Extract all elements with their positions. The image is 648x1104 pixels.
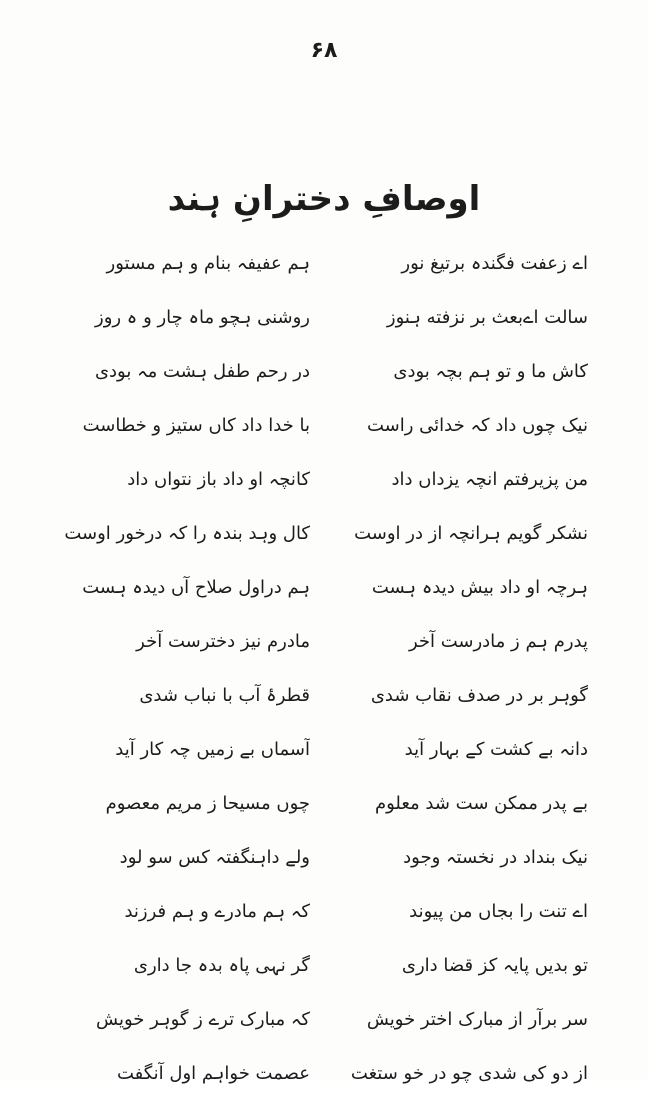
verse-first-hemistich: نشکر گویم ہرانچہ از در اوست bbox=[354, 523, 588, 544]
poem-verses bbox=[60, 240, 588, 1104]
verse-row bbox=[60, 942, 588, 996]
verse-row bbox=[60, 564, 588, 618]
verse-row bbox=[60, 672, 588, 726]
verse-row bbox=[60, 294, 588, 348]
verse-second-hemistich: قطرۂ آب با نباب شدی bbox=[139, 685, 310, 706]
verse-first-hemistich: کاش ما و تو ہم بچہ بودی bbox=[393, 361, 588, 382]
verse-second-hemistich: عصمت خواہم اول آنگفت bbox=[116, 1063, 310, 1084]
verse-second-hemistich: ہم دراول صلاح آں دیدہ ہست bbox=[82, 577, 310, 598]
verse-second-hemistich: کانچہ او داد باز نتواں داد bbox=[127, 469, 310, 490]
verse-row bbox=[60, 348, 588, 402]
verse-second-hemistich: مادرم نیز دخترست آخر bbox=[136, 631, 310, 652]
page-number: ۶۸ bbox=[310, 38, 338, 63]
verse-second-hemistich: با خدا داد کاں ستیز و خطاست bbox=[82, 415, 310, 436]
verse-first-hemistich: دانہ بے کشت کے بہار آید bbox=[404, 739, 588, 760]
verse-row bbox=[60, 888, 588, 942]
verse-second-hemistich: آسماں بے زمیں چہ کار آید bbox=[115, 739, 310, 760]
verse-second-hemistich: کہ ہم مادرے و ہم فرزند bbox=[124, 901, 310, 922]
verse-first-hemistich: تو بدیں پایہ کز قضا داری bbox=[401, 955, 588, 976]
verse-first-hemistich: نیک چوں داد کہ خدائی راست bbox=[367, 415, 588, 436]
verse-first-hemistich: سالت اےبعث بر نزفته ہنوز bbox=[386, 307, 588, 328]
verse-first-hemistich: سر برآر از مبارک اختر خویش bbox=[366, 1009, 588, 1030]
verse-second-hemistich: روشنی ہچو ماہ چار و ہ روز bbox=[95, 307, 310, 328]
verse-first-hemistich: بے پدر ممکن ست شد معلوم bbox=[374, 793, 588, 814]
verse-row bbox=[60, 402, 588, 456]
verse-row bbox=[60, 780, 588, 834]
verse-second-hemistich: چوں مسیحا ز مریم معصوم bbox=[105, 793, 310, 814]
verse-row bbox=[60, 834, 588, 888]
verse-second-hemistich: کال وہد بندہ را کہ درخور اوست bbox=[64, 523, 310, 544]
verse-row bbox=[60, 456, 588, 510]
verse-first-hemistich: گوہر بر در صدف نقاب شدی bbox=[370, 685, 588, 706]
verse-first-hemistich: اے زعفت فگندہ برتیغ نور bbox=[401, 253, 588, 274]
verse-first-hemistich: از دو کی شدی چو در خو ستغت bbox=[350, 1063, 588, 1084]
verse-second-hemistich: گر نہی پاہ بدہ جا داری bbox=[133, 955, 310, 976]
verse-first-hemistich: ہرچہ او داد بیش دیدہ ہست bbox=[371, 577, 588, 598]
verse-row bbox=[60, 726, 588, 780]
poem-title: اوصافِ دخترانِ ہند bbox=[167, 179, 481, 219]
verse-second-hemistich: ہم عفیفہ بنام و ہم مستور bbox=[106, 253, 310, 274]
verse-second-hemistich: کہ مبارک ترے ز گوہر خویش bbox=[96, 1009, 310, 1030]
verse-row bbox=[60, 510, 588, 564]
verse-first-hemistich: پدرم ہم ز مادرست آخر bbox=[408, 631, 588, 652]
verse-row bbox=[60, 1050, 588, 1104]
verse-row bbox=[60, 240, 588, 294]
verse-first-hemistich: من پزیرفتم انچہ یزداں داد bbox=[391, 469, 588, 490]
verse-second-hemistich: در رحم طفل ہشت مہ بودی bbox=[94, 361, 310, 382]
verse-second-hemistich: ولے داہنگفتہ کس سو لود bbox=[119, 847, 310, 868]
verse-row bbox=[60, 996, 588, 1050]
verse-first-hemistich: اے تنت را بجاں من پیوند bbox=[409, 901, 588, 922]
verse-first-hemistich: نیک بنداد در نخستہ وجود bbox=[403, 847, 588, 868]
verse-row bbox=[60, 618, 588, 672]
